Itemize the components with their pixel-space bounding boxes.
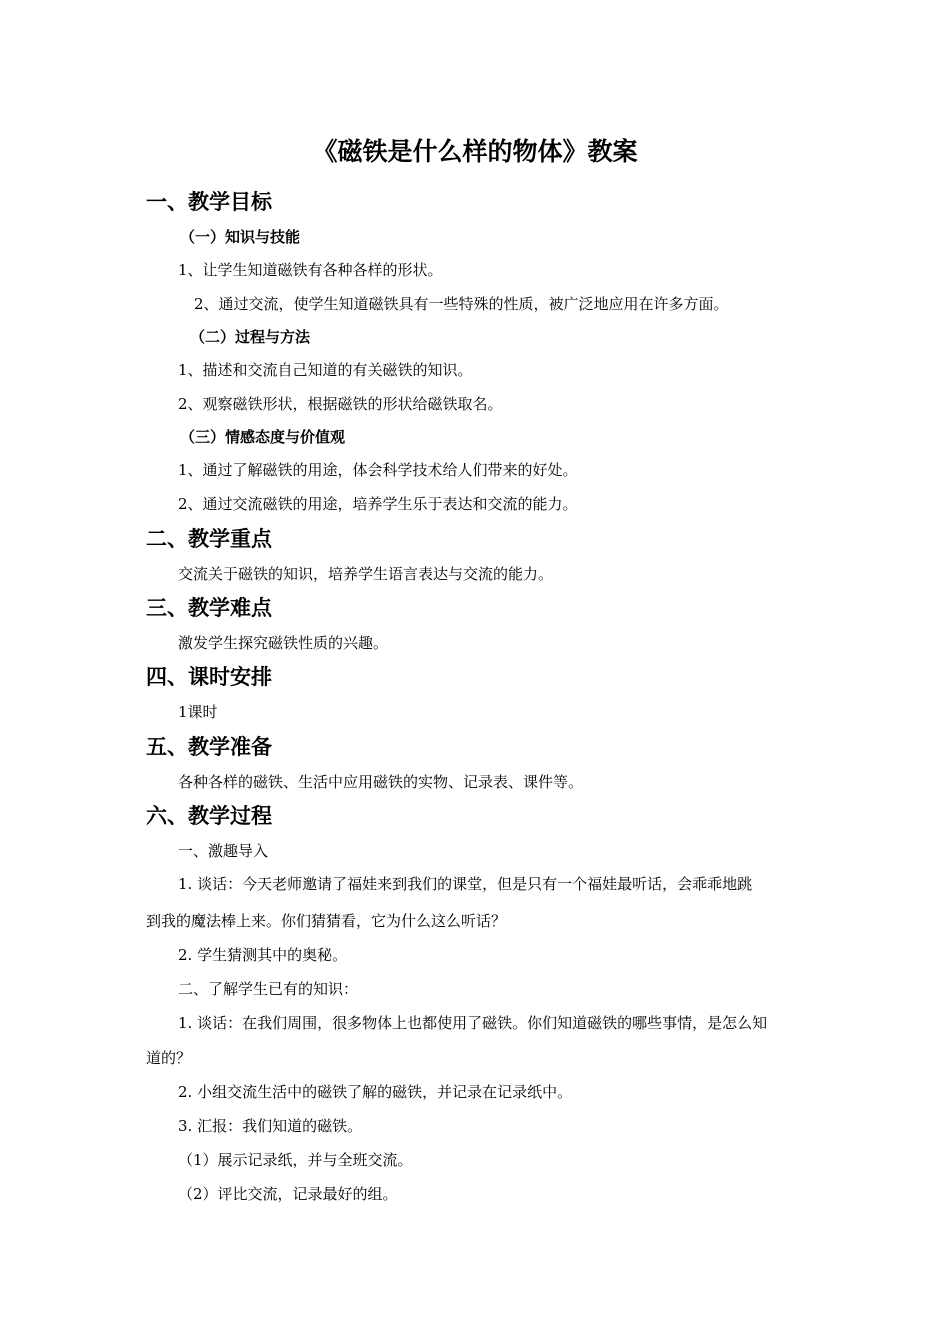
paragraph: 一、激趣导入 <box>178 842 269 860</box>
paragraph: 1. 谈话：在我们周围，很多物体上也都使用了磁铁。你们知道磁铁的哪些事情，是怎么知 <box>178 1014 768 1032</box>
paragraph: 2、观察磁铁形状，根据磁铁的形状给磁铁取名。 <box>178 395 503 413</box>
paragraph: 1课时 <box>178 703 218 721</box>
paragraph: （2）评比交流，记录最好的组。 <box>178 1185 398 1203</box>
subheading-knowledge-skills: （一）知识与技能 <box>180 228 301 246</box>
heading-teaching-goals: 一、教学目标 <box>146 190 272 214</box>
paragraph: 激发学生探究磁铁性质的兴趣。 <box>178 634 389 652</box>
paragraph: 1、描述和交流自己知道的有关磁铁的知识。 <box>178 361 473 379</box>
heading-difficulties: 三、教学难点 <box>146 596 272 620</box>
paragraph: 二、了解学生已有的知识： <box>178 980 359 998</box>
paragraph: 2. 学生猜测其中的奥秘。 <box>178 946 348 964</box>
subheading-attitudes-values: （三）情感态度与价值观 <box>180 428 346 446</box>
paragraph: （1）展示记录纸，并与全班交流。 <box>178 1151 413 1169</box>
paragraph: 3. 汇报：我们知道的磁铁。 <box>178 1117 363 1135</box>
paragraph: 2、通过交流磁铁的用途，培养学生乐于表达和交流的能力。 <box>178 495 578 513</box>
paragraph: 1、让学生知道磁铁有各种各样的形状。 <box>178 261 443 279</box>
paragraph: 各种各样的磁铁、生活中应用磁铁的实物、记录表、课件等。 <box>178 773 584 791</box>
paragraph: 1、通过了解磁铁的用途，体会科学技术给人们带来的好处。 <box>178 461 578 479</box>
paragraph: 到我的魔法棒上来。你们猜猜看，它为什么这么听话？ <box>146 912 507 930</box>
subheading-process-methods: （二）过程与方法 <box>190 328 311 346</box>
heading-process: 六、教学过程 <box>146 804 272 828</box>
paragraph: 2、通过交流，使学生知道磁铁具有一些特殊的性质，被广泛地应用在许多方面。 <box>194 295 729 313</box>
paragraph: 2. 小组交流生活中的磁铁了解的磁铁，并记录在记录纸中。 <box>178 1083 573 1101</box>
paragraph: 道的？ <box>146 1049 192 1067</box>
document-title: 《磁铁是什么样的物体》教案 <box>312 137 638 166</box>
paragraph: 1. 谈话：今天老师邀请了福娃来到我们的课堂，但是只有一个福娃最听话，会乖乖地跳 <box>178 875 753 893</box>
heading-preparation: 五、教学准备 <box>146 735 272 759</box>
heading-schedule: 四、课时安排 <box>146 665 272 689</box>
heading-key-points: 二、教学重点 <box>146 527 272 551</box>
paragraph: 交流关于磁铁的知识，培养学生语言表达与交流的能力。 <box>178 565 554 583</box>
